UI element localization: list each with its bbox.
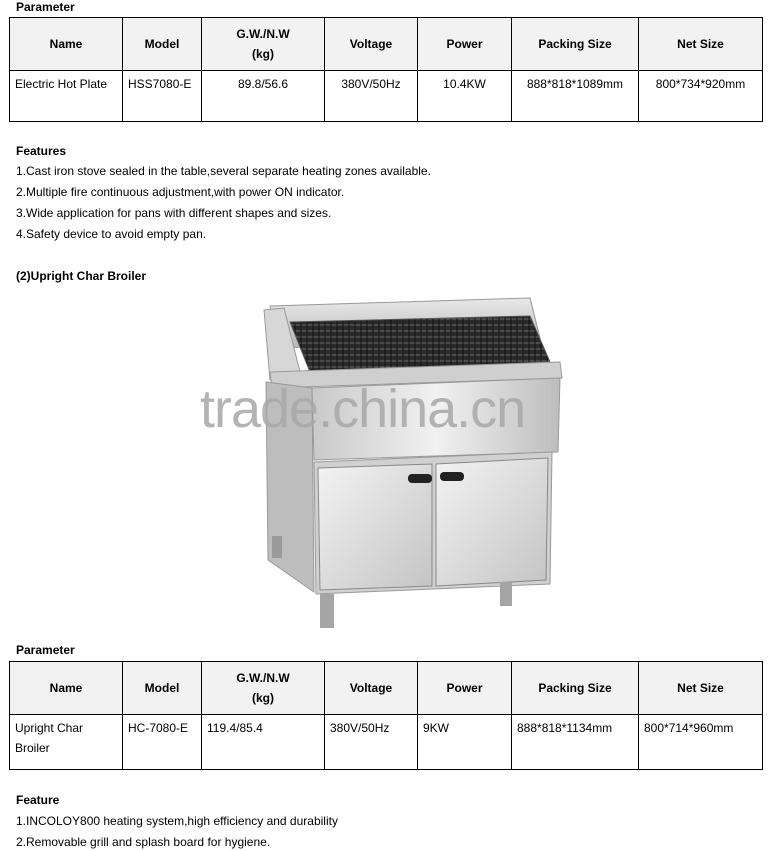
header-gw-nw [202, 18, 325, 71]
features-heading: Features [16, 144, 67, 158]
cell-name-line1: Upright Char [15, 721, 84, 735]
cell-net-size: 800*714*960mm [639, 715, 763, 770]
cell-name: Electric Hot Plate [10, 71, 123, 122]
header-gw-line1: G.W./N.W [236, 27, 290, 41]
watermark: trade.china.cn [200, 379, 526, 439]
feature-item: 1.INCOLOY800 heating system,high efficiency and durability [16, 814, 338, 828]
header-model: Model [123, 662, 202, 715]
cell-power: 9KW [418, 715, 512, 770]
feature-item: 1.Cast iron stove sealed in the table,several separate heating zones available. [16, 164, 431, 178]
cell-gw-nw: 89.8/56.6 [202, 71, 325, 122]
feature-item: 2.Multiple fire continuous adjustment,with power ON indicator. [16, 185, 345, 199]
cell-voltage: 380V/50Hz [325, 71, 418, 122]
header-voltage: Voltage [325, 662, 418, 715]
header-gw-line2: (kg) [252, 47, 274, 61]
header-power: Power [418, 18, 512, 71]
parameter-heading-1: Parameter [16, 0, 75, 14]
header-gw-nw [202, 662, 325, 715]
char-broiler-photo [250, 292, 580, 632]
parameter-heading-2: Parameter [16, 643, 75, 657]
parameter-table-1 [9, 17, 763, 122]
table-header-row [10, 662, 763, 715]
cell-packing-size: 888*818*1089mm [512, 71, 639, 122]
header-packing-size: Packing Size [512, 18, 639, 71]
product-heading: (2)Upright Char Broiler [16, 269, 147, 283]
cell-model: HC-7080-E [123, 715, 202, 770]
table-row [10, 715, 763, 770]
cell-voltage: 380V/50Hz [325, 715, 418, 770]
feature-item: 3.Wide application for pans with different shapes and sizes. [16, 206, 332, 220]
header-name: Name [10, 662, 123, 715]
feature-item: 2.Removable grill and splash board for hygiene. [16, 835, 271, 849]
feature-item: 4.Safety device to avoid empty pan. [16, 227, 207, 241]
header-name: Name [10, 18, 123, 71]
header-voltage: Voltage [325, 18, 418, 71]
cell-power: 10.4KW [418, 71, 512, 122]
header-net-size: Net Size [639, 18, 763, 71]
header-net-size: Net Size [639, 662, 763, 715]
header-gw-line2: (kg) [252, 691, 274, 705]
cell-model: HSS7080-E [123, 71, 202, 122]
cell-gw-nw: 119.4/85.4 [202, 715, 325, 770]
header-power: Power [418, 662, 512, 715]
header-model: Model [123, 18, 202, 71]
header-packing-size: Packing Size [512, 662, 639, 715]
table-row [10, 71, 763, 122]
table-header-row [10, 18, 763, 71]
cell-name-line2: Broiler [15, 741, 50, 755]
cell-packing-size: 888*818*1134mm [512, 715, 639, 770]
cell-name [10, 715, 123, 770]
feature-heading: Feature [16, 793, 60, 807]
parameter-table-2 [9, 661, 763, 770]
cell-net-size: 800*734*920mm [639, 71, 763, 122]
header-gw-line1: G.W./N.W [236, 671, 290, 685]
